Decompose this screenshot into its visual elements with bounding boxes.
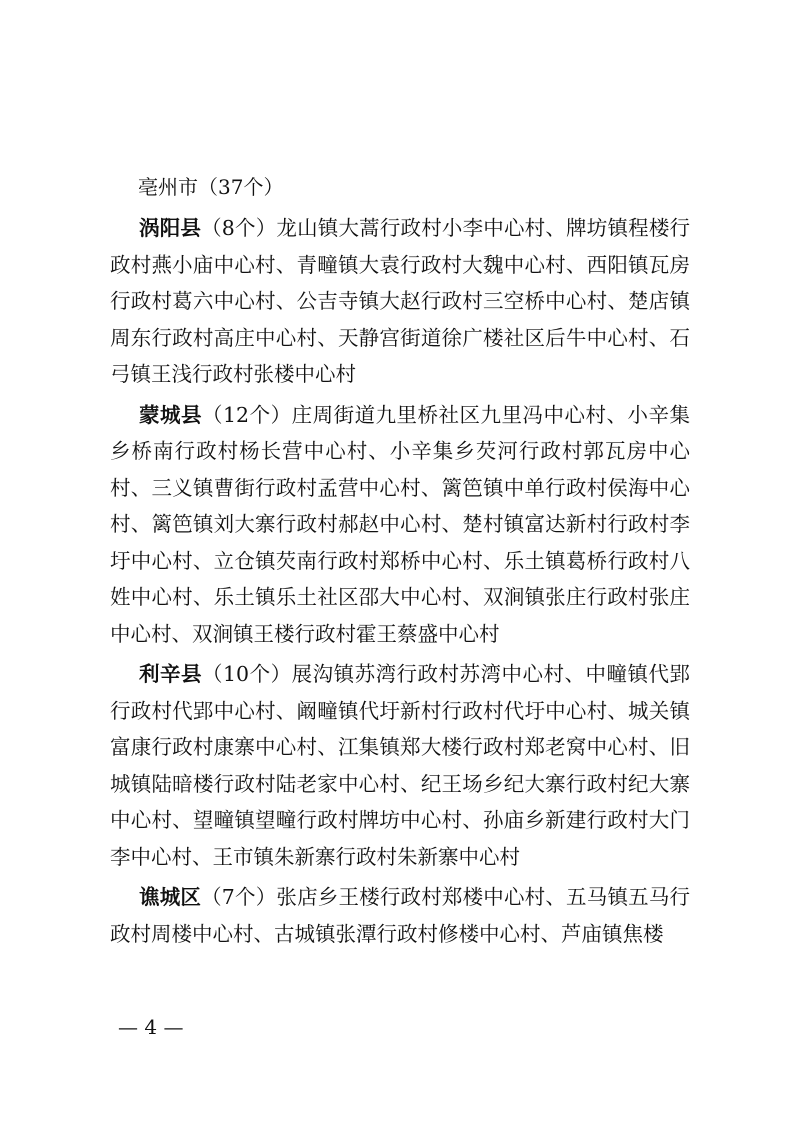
county-name: 利辛县 <box>139 662 202 686</box>
section-mengcheng <box>110 397 690 653</box>
county-count: （8个） <box>201 216 277 240</box>
county-count: （12个） <box>202 402 292 427</box>
city-heading <box>138 168 690 206</box>
city-name: 亳州市 <box>138 175 198 199</box>
city-count: （37个） <box>198 175 284 199</box>
page-number: — 4 — <box>118 1015 184 1039</box>
section-lixin <box>110 656 690 875</box>
section-text: 展沟镇苏湾行政村苏湾中心村、中疃镇代郢行政村代郢中心村、阚疃镇代圩新村行政村代圩中心村、城关镇富康行政村康寨中心村、江集镇郑大楼行政村郑老窝中心村、旧城镇陆暗楼行政村陆老家中心村、纪王场乡纪大寨行政村纪大寨中心村、望疃镇望疃行政村牌坊中心村、孙庙乡新建行政村大门李中心村、王市镇朱新寨行政村朱新寨中心村 <box>110 662 691 869</box>
section-text: 庄周街道九里桥社区九里冯中心村、小辛集乡桥南行政村杨长营中心村、小辛集乡芡河行政村郭瓦房中心村、三义镇曹街行政村孟营中心村、篱笆镇中单行政村侯海中心村、篱笆镇刘大寨行政村郝赵中心村、楚村镇富达新村行政村李圩中心村、立仓镇芡南行政村郑桥中心村、乐土镇葛桥行政村八姓中心村、乐土镇乐土社区邵大中心村、双涧镇张庄行政村张庄中心村、双涧镇王楼行政村霍王蔡盛中心村 <box>110 402 691 646</box>
county-name: 蒙城县 <box>139 402 202 427</box>
section-text: 龙山镇大蒿行政村小李中心村、牌坊镇程楼行政村燕小庙中心村、青疃镇大袁行政村大魏中心村、西阳镇瓦房行政村葛六中心村、公吉寺镇大赵行政村三空桥中心村、楚店镇周东行政村高庄中心村、天静宫街道徐广楼社区后牛中心村、石弓镇王浅行政村张楼中心村 <box>110 216 691 386</box>
section-text: 张店乡王楼行政村郑楼中心村、五马镇五马行政村周楼中心村、古城镇张潭行政村修楼中心村、芦庙镇焦楼 <box>110 885 691 946</box>
county-name: 涡阳县 <box>139 216 202 240</box>
section-qiaocheng <box>110 879 690 952</box>
county-count: （10个） <box>202 662 292 686</box>
document-body <box>110 168 690 956</box>
county-count: （7个） <box>201 885 277 909</box>
county-name: 谯城区 <box>139 885 202 909</box>
section-guoyang <box>110 210 690 393</box>
